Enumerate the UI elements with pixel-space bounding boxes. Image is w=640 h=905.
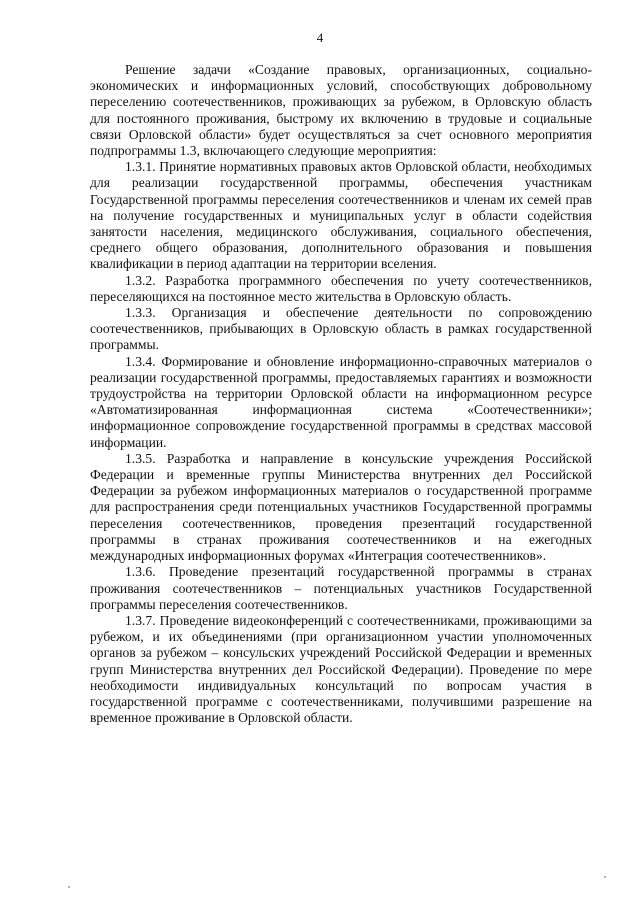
paragraph-1-3-7: 1.3.7. Проведение видеоконференций с соотечественниками, проживающими за рубежом, и их объединениями (при организационном участии уполномоченных органов за рубежом – консульских учреждений Российской Федерации и временных групп Министерства внутренних дел Российской Федерации). Проведение по мере необходимости индивидуальных консультаций по вопросам участия в государственной программе с соотечественниками, получившими разрешение на временное проживание в Орловской области.: [90, 612, 592, 726]
paragraph-1-3-6: 1.3.6. Проведение презентаций государственной программы в странах проживания соотечественников – потенциальных участников Государственной программы переселения соотечественников.: [90, 564, 592, 612]
paragraph-1-3-1: 1.3.1. Принятие нормативных правовых актов Орловской области, необходимых для реализации государственной программы, обеспечения участникам Государственной программы переселения соотечественников и членам их семей прав на получение государственных и муниципальных услуг в области содействия занятости населения, медицинского обслуживания, социального обеспечения, среднего общего образования, дополнительного образования и повышения квалификации в период адаптации на территории вселения.: [90, 159, 592, 272]
paragraph-1-3-4: 1.3.4. Формирование и обновление информационно-справочных материалов о реализации государственной программы, предоставляемых гарантиях и возможности трудоустройства на территории Орловской области на информационном ресурсе «Автоматизированная информационная система «Соотечественники»; информационное сопровождение государственной программы в средствах массовой информации.: [90, 353, 592, 450]
scan-speck: [68, 886, 70, 888]
paragraph-intro: Решение задачи «Создание правовых, организационных, социально-экономических и информационных условий, способствующих добровольному переселению соотечественников, проживающих за рубежом, в Орловскую область для постоянного проживания, быстрому их включению в трудовые и социальные связи Орловской области» будет осуществляться за счет основного мероприятия подпрограммы 1.3, включающего следующие мероприятия:: [90, 62, 592, 159]
document-body: [90, 62, 592, 726]
paragraph-1-3-5: 1.3.5. Разработка и направление в консульские учреждения Российской Федерации и временные группы Министерства внутренних дел Российской Федерации за рубежом информационных материалов о государственной программе для распространения среди потенциальных участников Государственной программы переселения соотечественников, проведения презентаций государственной программы в странах проживания соотечественников и на ежегодных международных информационных форумах «Интеграция соотечественников».: [90, 450, 592, 564]
paragraph-1-3-3: 1.3.3. Организация и обеспечение деятельности по сопровождению соотечественников, прибывающих в Орловскую область в рамках государственной программы.: [90, 305, 592, 353]
scan-speck: [604, 876, 606, 878]
paragraph-1-3-2: 1.3.2. Разработка программного обеспечения по учету соотечественников, переселяющихся на постоянное место жительства в Орловскую область.: [90, 272, 592, 304]
page-number: 4: [316, 30, 324, 45]
